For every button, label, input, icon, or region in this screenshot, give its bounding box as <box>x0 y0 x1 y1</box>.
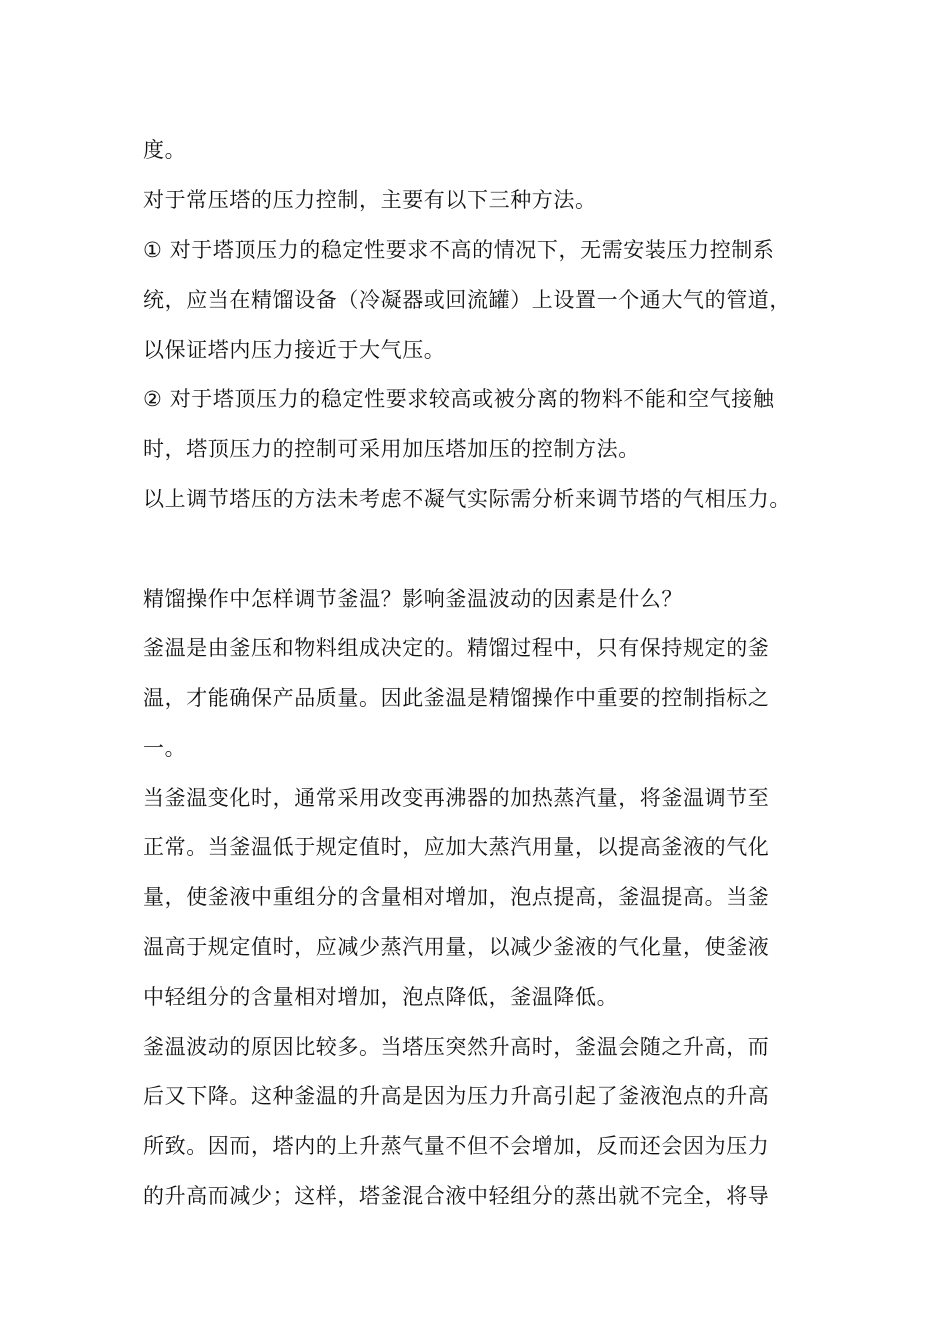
text-line-13: 当釜温变化时，通常采用改变再沸器的加热蒸汽量，将釜温调节至 <box>143 786 770 810</box>
text-line-8: 以上调节塔压的方法未考虑不凝气实际需分析来调节塔的气相压力。 <box>143 487 791 511</box>
text-line-14: 正常。当釜温低于规定值时，应加大蒸汽用量，以提高釜液的气化 <box>143 835 770 859</box>
text-line-3: ① 对于塔顶压力的稳定性要求不高的情况下，无需安装压力控制系 <box>143 238 775 262</box>
text-line-6: ② 对于塔顶压力的稳定性要求较高或被分离的物料不能和空气接触 <box>143 387 775 411</box>
text-line-16: 温高于规定值时，应减少蒸汽用量，以减少釜液的气化量，使釜液 <box>143 935 770 959</box>
text-line-5: 以保证塔内压力接近于大气压。 <box>143 338 446 362</box>
text-line-21: 的升高而减少；这样，塔釜混合液中轻组分的蒸出就不完全，将导 <box>143 1184 770 1208</box>
text-line-11: 温，才能确保产品质量。因此釜温是精馏操作中重要的控制指标之 <box>143 686 770 710</box>
text-line-12: 一。 <box>143 736 187 760</box>
section-heading: 精馏操作中怎样调节釜温？影响釜温波动的因素是什么？ <box>143 587 683 611</box>
text-line-7: 时，塔顶压力的控制可采用加压塔加压的控制方法。 <box>143 437 640 461</box>
text-line-18: 釜温波动的原因比较多。当塔压突然升高时，釜温会随之升高，而 <box>143 1035 770 1059</box>
text-line-20: 所致。因而，塔内的上升蒸气量不但不会增加，反而还会因为压力 <box>143 1134 770 1158</box>
text-line-10: 釜温是由釜压和物料组成决定的。精馏过程中，只有保持规定的釜 <box>143 636 770 660</box>
text-line-2: 对于常压塔的压力控制，主要有以下三种方法。 <box>143 188 597 212</box>
text-line-15: 量，使釜液中重组分的含量相对增加，泡点提高，釜温提高。当釜 <box>143 885 770 909</box>
text-line-1: 度。 <box>143 138 187 162</box>
text-line-19: 后又下降。这种釜温的升高是因为压力升高引起了釜液泡点的升高 <box>143 1084 770 1108</box>
text-line-4: 统，应当在精馏设备（冷凝器或回流罐）上设置一个通大气的管道， <box>143 288 791 312</box>
text-line-17: 中轻组分的含量相对增加，泡点降低，釜温降低。 <box>143 985 619 1009</box>
